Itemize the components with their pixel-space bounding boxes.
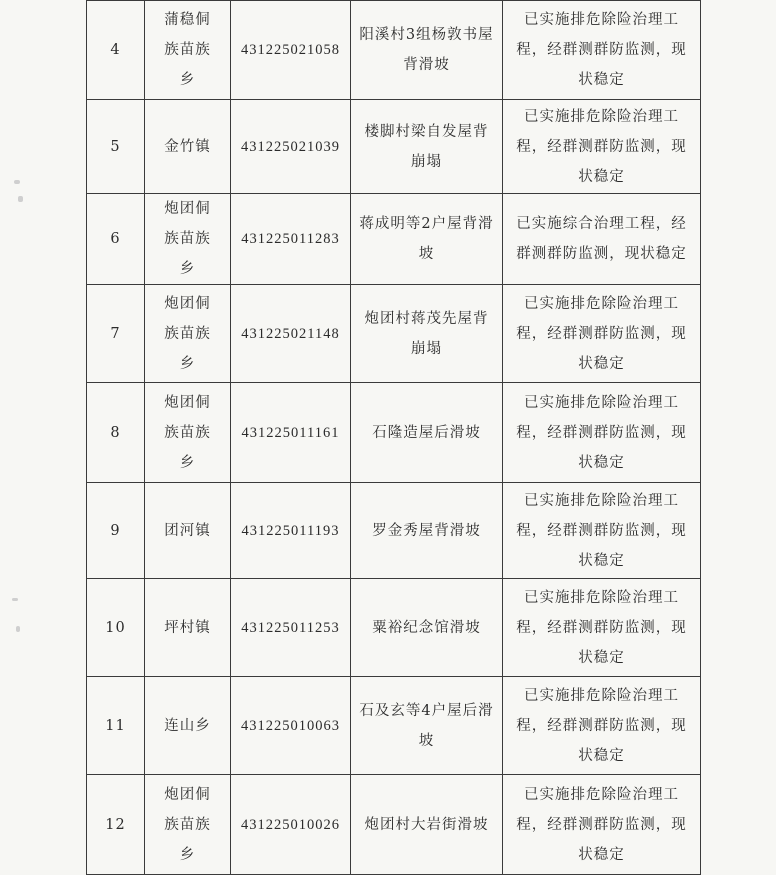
row-location: 蒲稳侗族苗族乡 [145, 1, 231, 100]
row-site-name: 炮团村蒋茂先屋背崩塌 [351, 285, 503, 383]
row-site-name: 石隆造屋后滑坡 [351, 383, 503, 483]
row-location: 连山乡 [145, 677, 231, 775]
table-row [87, 285, 701, 383]
row-code: 431225021039 [231, 100, 351, 194]
table-row [87, 775, 701, 875]
scan-speck [18, 196, 23, 202]
row-site-name: 阳溪村3组杨敦书屋背滑坡 [351, 1, 503, 100]
row-location: 金竹镇 [145, 100, 231, 194]
row-status: 已实施综合治理工程，经群测群防监测，现状稳定 [503, 194, 701, 285]
row-location: 炮团侗族苗族乡 [145, 775, 231, 875]
row-status: 已实施排危除险治理工程，经群测群防监测，现状稳定 [503, 579, 701, 677]
row-site-name: 蒋成明等2户屋背滑坡 [351, 194, 503, 285]
row-status: 已实施排危除险治理工程，经群测群防监测，现状稳定 [503, 677, 701, 775]
row-number: 11 [87, 677, 145, 775]
row-number: 5 [87, 100, 145, 194]
scan-speck [12, 598, 18, 601]
row-status: 已实施排危除险治理工程，经群测群防监测，现状稳定 [503, 1, 701, 100]
row-number: 9 [87, 483, 145, 579]
table-row [87, 383, 701, 483]
row-site-name: 炮团村大岩街滑坡 [351, 775, 503, 875]
row-code: 431225010026 [231, 775, 351, 875]
table-row [87, 1, 701, 100]
row-code: 431225010063 [231, 677, 351, 775]
row-site-name: 楼脚村梁自发屋背崩塌 [351, 100, 503, 194]
row-code: 431225011161 [231, 383, 351, 483]
row-code: 431225011193 [231, 483, 351, 579]
row-number: 6 [87, 194, 145, 285]
row-location: 炮团侗族苗族乡 [145, 194, 231, 285]
row-location: 炮团侗族苗族乡 [145, 285, 231, 383]
table-body [87, 1, 701, 875]
table-row [87, 100, 701, 194]
row-status: 已实施排危除险治理工程，经群测群防监测，现状稳定 [503, 383, 701, 483]
scan-speck [16, 626, 20, 632]
row-location: 炮团侗族苗族乡 [145, 383, 231, 483]
row-number: 12 [87, 775, 145, 875]
table-row [87, 483, 701, 579]
row-code: 431225021058 [231, 1, 351, 100]
row-site-name: 罗金秀屋背滑坡 [351, 483, 503, 579]
row-number: 7 [87, 285, 145, 383]
row-code: 431225011283 [231, 194, 351, 285]
scan-speck [14, 180, 20, 184]
table-row [87, 194, 701, 285]
row-status: 已实施排危除险治理工程，经群测群防监测，现状稳定 [503, 483, 701, 579]
row-location: 团河镇 [145, 483, 231, 579]
row-status: 已实施排危除险治理工程，经群测群防监测，现状稳定 [503, 285, 701, 383]
row-code: 431225021148 [231, 285, 351, 383]
row-site-name: 石及玄等4户屋后滑坡 [351, 677, 503, 775]
row-code: 431225011253 [231, 579, 351, 677]
row-number: 4 [87, 1, 145, 100]
row-site-name: 粟裕纪念馆滑坡 [351, 579, 503, 677]
table-row [87, 677, 701, 775]
row-number: 8 [87, 383, 145, 483]
row-status: 已实施排危除险治理工程，经群测群防监测，现状稳定 [503, 100, 701, 194]
row-location: 坪村镇 [145, 579, 231, 677]
table-row [87, 579, 701, 677]
hazard-site-table [86, 0, 701, 875]
row-status: 已实施排危除险治理工程，经群测群防监测，现状稳定 [503, 775, 701, 875]
row-number: 10 [87, 579, 145, 677]
